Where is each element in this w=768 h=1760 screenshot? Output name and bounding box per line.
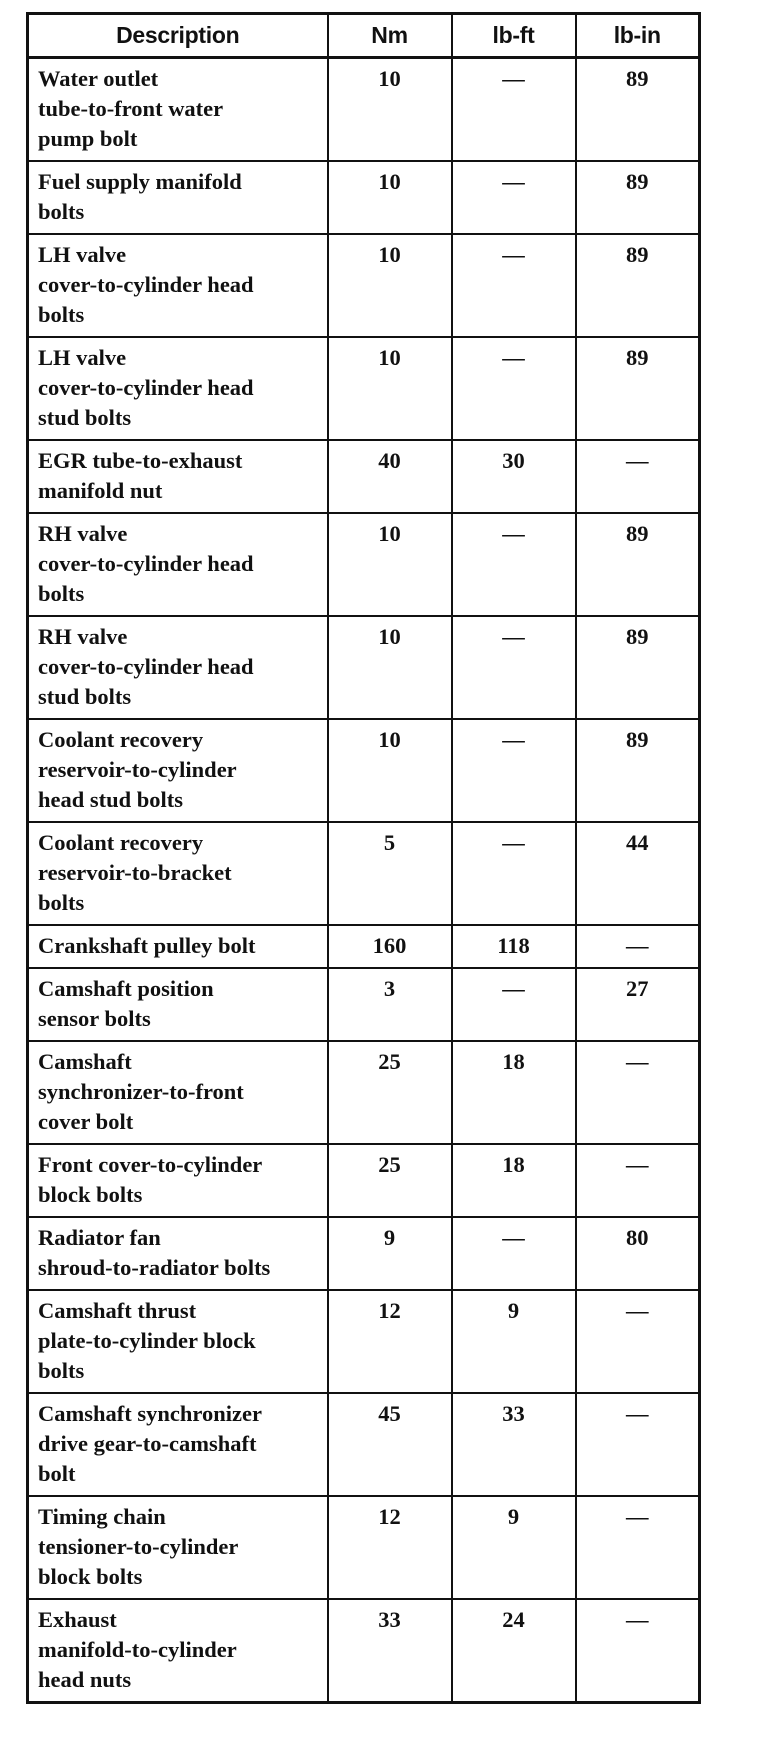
description-line: EGR tube-to-exhaust	[38, 448, 243, 473]
nm-cell: 10	[328, 337, 452, 440]
description-line: Camshaft	[38, 1049, 132, 1074]
lbft-cell: —	[452, 616, 576, 719]
description-line: LH valve	[38, 242, 127, 267]
description-line: bolt	[38, 1461, 76, 1486]
description-line: stud bolts	[38, 684, 132, 709]
description-line: Fuel supply manifold	[38, 169, 242, 194]
table-row	[28, 1144, 700, 1217]
description-cell	[28, 513, 328, 616]
lbin-cell: —	[576, 440, 700, 513]
lbin-cell: 89	[576, 513, 700, 616]
description-cell	[28, 1290, 328, 1393]
nm-cell: 3	[328, 968, 452, 1041]
table-row	[28, 925, 700, 968]
description-line: plate-to-cylinder block	[38, 1328, 256, 1353]
description-line: cover-to-cylinder head	[38, 551, 254, 576]
description-line: bolts	[38, 1358, 85, 1383]
lbft-cell: 33	[452, 1393, 576, 1496]
description-cell	[28, 1599, 328, 1703]
table-row	[28, 968, 700, 1041]
table-row	[28, 719, 700, 822]
table-row	[28, 1290, 700, 1393]
description-line: head stud bolts	[38, 787, 184, 812]
lbft-cell: —	[452, 234, 576, 337]
table-row	[28, 822, 700, 925]
description-line: tensioner-to-cylinder	[38, 1534, 239, 1559]
nm-cell: 33	[328, 1599, 452, 1703]
lbft-cell: 30	[452, 440, 576, 513]
nm-cell: 10	[328, 513, 452, 616]
lbin-cell: 89	[576, 616, 700, 719]
description-line: manifold nut	[38, 478, 163, 503]
description-line: cover-to-cylinder head	[38, 375, 254, 400]
nm-cell: 160	[328, 925, 452, 968]
lbft-cell: 9	[452, 1290, 576, 1393]
nm-cell: 10	[328, 58, 452, 162]
description-cell	[28, 719, 328, 822]
description-line: block bolts	[38, 1182, 143, 1207]
table-row	[28, 234, 700, 337]
description-cell	[28, 968, 328, 1041]
lbft-cell: 9	[452, 1496, 576, 1599]
description-line: synchronizer-to-front	[38, 1079, 244, 1104]
lbin-cell: 89	[576, 719, 700, 822]
lbin-cell: —	[576, 925, 700, 968]
nm-cell: 10	[328, 234, 452, 337]
torque-spec-table	[26, 12, 701, 1704]
lbin-cell: —	[576, 1290, 700, 1393]
description-line: Crankshaft pulley bolt	[38, 933, 256, 958]
lbin-cell: 80	[576, 1217, 700, 1290]
table-header	[28, 14, 700, 58]
lbft-cell: —	[452, 337, 576, 440]
description-cell	[28, 925, 328, 968]
torque-spec-sheet	[26, 12, 698, 1704]
table-body	[28, 58, 700, 1703]
description-line: bolts	[38, 199, 85, 224]
column-header-nm: Nm	[328, 14, 452, 58]
lbin-cell: —	[576, 1144, 700, 1217]
nm-cell: 10	[328, 161, 452, 234]
description-line: Front cover-to-cylinder	[38, 1152, 263, 1177]
description-line: RH valve	[38, 521, 128, 546]
lbft-cell: 18	[452, 1041, 576, 1144]
description-line: Coolant recovery	[38, 830, 204, 855]
description-cell	[28, 1393, 328, 1496]
nm-cell: 12	[328, 1496, 452, 1599]
lbin-cell: —	[576, 1393, 700, 1496]
lbin-cell: 89	[576, 337, 700, 440]
nm-cell: 25	[328, 1041, 452, 1144]
lbin-cell: —	[576, 1496, 700, 1599]
nm-cell: 45	[328, 1393, 452, 1496]
lbin-cell: —	[576, 1599, 700, 1703]
table-row	[28, 161, 700, 234]
description-cell	[28, 58, 328, 162]
description-line: LH valve	[38, 345, 127, 370]
lbin-cell: 89	[576, 234, 700, 337]
description-line: sensor bolts	[38, 1006, 151, 1031]
description-cell	[28, 1041, 328, 1144]
description-line: Timing chain	[38, 1504, 166, 1529]
table-row	[28, 616, 700, 719]
lbft-cell: 24	[452, 1599, 576, 1703]
description-line: Camshaft synchronizer	[38, 1401, 262, 1426]
description-cell	[28, 161, 328, 234]
lbft-cell: —	[452, 58, 576, 162]
description-cell	[28, 1217, 328, 1290]
table-row	[28, 1217, 700, 1290]
description-line: stud bolts	[38, 405, 132, 430]
lbft-cell: 118	[452, 925, 576, 968]
description-line: reservoir-to-bracket	[38, 860, 232, 885]
lbin-cell: —	[576, 1041, 700, 1144]
description-line: Coolant recovery	[38, 727, 204, 752]
table-row	[28, 440, 700, 513]
table-row	[28, 513, 700, 616]
description-line: drive gear-to-camshaft	[38, 1431, 257, 1456]
column-header-lbin: lb-in	[576, 14, 700, 58]
nm-cell: 9	[328, 1217, 452, 1290]
description-line: reservoir-to-cylinder	[38, 757, 237, 782]
table-row	[28, 1393, 700, 1496]
description-line: cover-to-cylinder head	[38, 272, 254, 297]
lbft-cell: —	[452, 719, 576, 822]
description-cell	[28, 337, 328, 440]
description-line: cover-to-cylinder head	[38, 654, 254, 679]
column-header-lbft: lb-ft	[452, 14, 576, 58]
nm-cell: 10	[328, 719, 452, 822]
lbft-cell: —	[452, 513, 576, 616]
lbft-cell: —	[452, 822, 576, 925]
description-cell	[28, 616, 328, 719]
lbft-cell: —	[452, 968, 576, 1041]
table-row	[28, 337, 700, 440]
description-line: Radiator fan	[38, 1225, 161, 1250]
description-line: shroud-to-radiator bolts	[38, 1255, 271, 1280]
description-cell	[28, 234, 328, 337]
nm-cell: 25	[328, 1144, 452, 1217]
description-cell	[28, 1144, 328, 1217]
description-cell	[28, 822, 328, 925]
lbin-cell: 89	[576, 161, 700, 234]
lbft-cell: —	[452, 161, 576, 234]
column-header-description: Description	[28, 14, 328, 58]
lbft-cell: —	[452, 1217, 576, 1290]
description-line: bolts	[38, 302, 85, 327]
header-row	[28, 14, 700, 58]
description-cell	[28, 440, 328, 513]
nm-cell: 5	[328, 822, 452, 925]
description-line: tube-to-front water	[38, 96, 224, 121]
lbin-cell: 89	[576, 58, 700, 162]
description-line: cover bolt	[38, 1109, 134, 1134]
table-row	[28, 1599, 700, 1703]
description-line: pump bolt	[38, 126, 138, 151]
description-line: Camshaft thrust	[38, 1298, 197, 1323]
table-row	[28, 1041, 700, 1144]
table-row	[28, 58, 700, 162]
nm-cell: 10	[328, 616, 452, 719]
lbin-cell: 27	[576, 968, 700, 1041]
description-line: Water outlet	[38, 66, 159, 91]
description-line: RH valve	[38, 624, 128, 649]
description-line: block bolts	[38, 1564, 143, 1589]
description-line: bolts	[38, 890, 85, 915]
description-line: head nuts	[38, 1667, 132, 1692]
description-line: manifold-to-cylinder	[38, 1637, 237, 1662]
lbft-cell: 18	[452, 1144, 576, 1217]
description-line: Camshaft position	[38, 976, 214, 1001]
description-line: bolts	[38, 581, 85, 606]
nm-cell: 12	[328, 1290, 452, 1393]
description-line: Exhaust	[38, 1607, 117, 1632]
description-cell	[28, 1496, 328, 1599]
lbin-cell: 44	[576, 822, 700, 925]
nm-cell: 40	[328, 440, 452, 513]
table-row	[28, 1496, 700, 1599]
